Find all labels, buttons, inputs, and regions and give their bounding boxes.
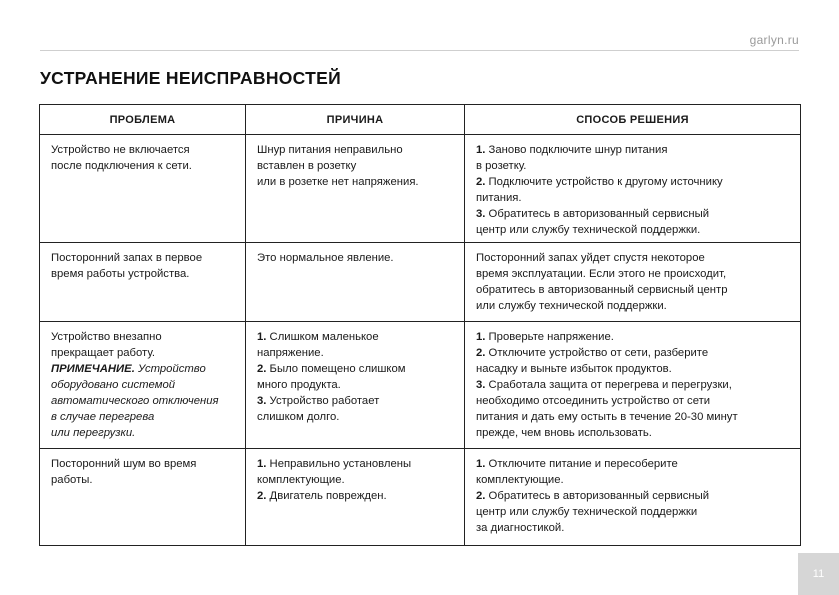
cause-cell: [246, 449, 465, 546]
solution-line: 1. Заново подключите шнур питания: [476, 144, 668, 156]
solution-line: питания.: [476, 192, 522, 204]
solution-line: в розетку.: [476, 160, 527, 172]
problem-cell: [40, 135, 246, 243]
solution-line: насадку и выньте избыток продуктов.: [476, 363, 672, 375]
cause-line: 2. Двигатель поврежден.: [257, 490, 387, 502]
problem-line: Посторонний шум во время: [51, 458, 197, 470]
problem-line: после подключения к сети.: [51, 160, 192, 172]
problem-line: Посторонний запах в первое: [51, 252, 203, 264]
cause-line: или в розетке нет напряжения.: [257, 176, 419, 188]
table-row: [40, 243, 801, 322]
cause-cell: [246, 243, 465, 322]
table-row: [40, 322, 801, 449]
solution-line: 1. Проверьте напряжение.: [476, 331, 614, 343]
solution-line: центр или службу технической поддержки: [476, 506, 698, 518]
problem-line: Устройство внезапно: [51, 331, 162, 343]
problem-cell: [40, 322, 246, 449]
problem-cell: [40, 449, 246, 546]
solution-line: время эксплуатации. Если этого не происходит,: [476, 268, 727, 280]
column-header-cause: ПРИЧИНА: [246, 105, 465, 135]
cause-line: много продукта.: [257, 379, 341, 391]
problem-line: время работы устройства.: [51, 268, 190, 280]
solution-line: 3. Сработала защита от перегрева и перегрузки,: [476, 379, 732, 391]
page-title: УСТРАНЕНИЕ НЕИСПРАВНОСТЕЙ: [40, 68, 342, 88]
problem-line: Устройство не включается: [51, 144, 190, 156]
solution-line: 2. Обратитесь в авторизованный сервисный: [476, 490, 710, 502]
solution-line: комплектующие.: [476, 474, 564, 486]
problem-cell: [40, 243, 246, 322]
solution-line: необходимо отсоединить устройство от сети: [476, 395, 711, 407]
page-number: 11: [798, 553, 839, 595]
cause-line: слишком долго.: [257, 411, 340, 423]
cause-cell: [246, 135, 465, 243]
note-line: в случае перегрева: [51, 411, 155, 423]
cause-line: 1. Слишком маленькое: [257, 331, 379, 343]
solution-cell: [465, 322, 801, 449]
cause-line: 3. Устройство работает: [257, 395, 380, 407]
table-row: [40, 449, 801, 546]
cause-line: 2. Было помещено слишком: [257, 363, 406, 375]
column-header-problem: ПРОБЛЕМА: [40, 105, 246, 135]
problem-line: прекращает работу.: [51, 347, 156, 359]
solution-line: 1. Отключите питание и пересоберите: [476, 458, 678, 470]
solution-cell: [465, 243, 801, 322]
solution-line: центр или службу технической поддержки.: [476, 224, 701, 236]
header-divider: [40, 50, 799, 51]
cause-line: вставлен в розетку: [257, 160, 357, 172]
solution-line: питания и дать ему остыть в течение 20-30 минут: [476, 411, 738, 423]
solution-cell: [465, 135, 801, 243]
cause-cell: [246, 322, 465, 449]
solution-line: за диагностикой.: [476, 522, 565, 534]
column-header-solution: СПОСОБ РЕШЕНИЯ: [465, 105, 801, 135]
solution-line: Посторонний запах уйдет спустя некоторое: [476, 252, 705, 264]
note-line: ПРИМЕЧАНИЕ. Устройство: [51, 363, 206, 375]
solution-line: 2. Подключите устройство к другому источнику: [476, 176, 723, 188]
note-label: ПРИМЕЧАНИЕ.: [51, 363, 135, 375]
cause-line: напряжение.: [257, 347, 324, 359]
note-line: автоматического отключения: [51, 395, 219, 407]
troubleshooting-table: [39, 104, 801, 546]
solution-line: 3. Обратитесь в авторизованный сервисный: [476, 208, 710, 220]
cause-line: 1. Неправильно установлены: [257, 458, 412, 470]
note-line: оборудовано системой: [51, 379, 176, 391]
cause-line: Шнур питания неправильно: [257, 144, 403, 156]
solution-line: 2. Отключите устройство от сети, разберите: [476, 347, 709, 359]
table-row: [40, 135, 801, 243]
note-line: или перегрузки.: [51, 427, 136, 439]
solution-cell: [465, 449, 801, 546]
site-url: garlyn.ru: [749, 33, 799, 47]
cause-line: комплектующие.: [257, 474, 345, 486]
solution-line: прежде, чем вновь использовать.: [476, 427, 652, 439]
table-header-row: [40, 105, 801, 135]
problem-line: работы.: [51, 474, 93, 486]
cause-line: Это нормальное явление.: [257, 252, 394, 264]
solution-line: обратитесь в авторизованный сервисный центр: [476, 284, 728, 296]
solution-line: или службу технической поддержки.: [476, 300, 667, 312]
